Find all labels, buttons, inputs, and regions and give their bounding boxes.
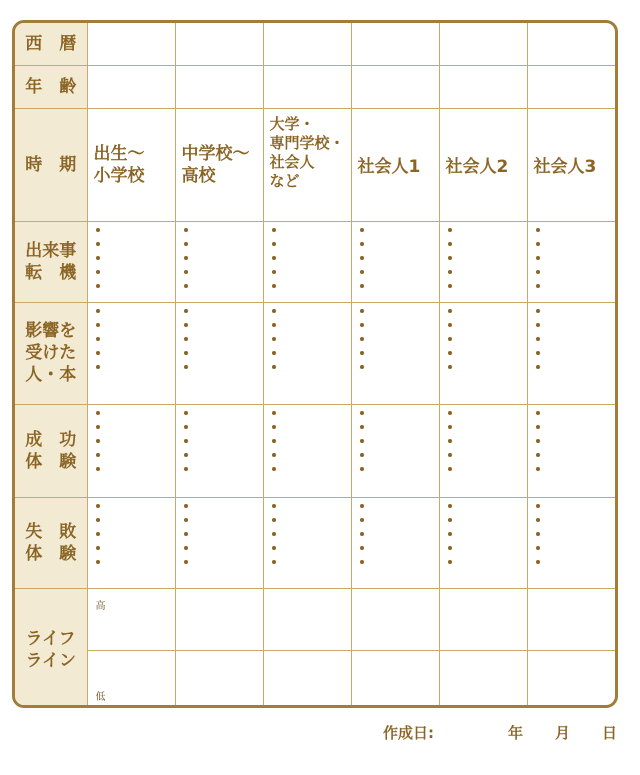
failure-row [15,497,615,588]
bullet-dot [448,337,452,341]
bullet-dot [96,242,100,246]
bullet-dot [536,351,540,355]
bullet-dot [272,270,276,274]
lifeline-cell[interactable] [263,588,351,650]
bullet-dot [536,453,540,457]
lifeline-high-label: 高 [95,600,106,612]
age-header: 年 齢 [15,65,87,108]
lifeline-cell[interactable] [175,650,263,708]
bullet-dot [448,323,452,327]
bullet-dot [536,518,540,522]
year-cell[interactable] [263,23,351,65]
bullet-dot [448,453,452,457]
bullet-dot [272,518,276,522]
bullet-dot [360,256,364,260]
bullet-dot [96,337,100,341]
lifeline-header: ライフ ライン [15,588,87,708]
bullet-dot [536,284,540,288]
period-label: 社会人3 [527,108,615,221]
bullet-dot [360,337,364,341]
bullet-dot [360,242,364,246]
period-label: 社会人2 [439,108,527,221]
period-label: 中学校～ 高校 [175,108,263,221]
year-label: 年 [508,724,524,742]
bullet-dot [184,351,188,355]
age-row [15,65,615,108]
period-label: 大学・ 専門学校・ 社会人 など [263,108,351,221]
bullet-dot [184,425,188,429]
bullet-dot [536,467,540,471]
lifeline-cell[interactable] [351,650,439,708]
entry-cell[interactable] [87,497,175,588]
lifeline-cell[interactable] [439,588,527,650]
entry-cell[interactable] [439,497,527,588]
bullet-dot [272,439,276,443]
bullet-dot [536,270,540,274]
age-cell[interactable] [439,65,527,108]
entry-cell[interactable] [263,497,351,588]
bullet-dot [272,228,276,232]
bullet-dot [360,309,364,313]
bullet-dot [448,242,452,246]
bullet-dot [360,365,364,369]
bullet-dot [360,425,364,429]
age-cell[interactable] [351,65,439,108]
bullet-dot [272,337,276,341]
creation-date-label: 作成日: [383,724,434,742]
bullet-dot [536,337,540,341]
events-header: 出来事 転 機 [15,221,87,302]
bullet-dot [360,323,364,327]
bullet-dot [448,467,452,471]
entry-cell[interactable] [175,497,263,588]
bullet-dot [272,256,276,260]
bullet-dot [184,242,188,246]
year-header: 西 暦 [15,23,87,65]
bullet-dot [448,365,452,369]
entry-cell[interactable] [351,221,439,302]
bullet-dot [272,411,276,415]
period-header: 時 期 [15,108,87,221]
bullet-dot [536,411,540,415]
bullet-dot [184,411,188,415]
lifeline-cell[interactable] [87,588,175,650]
bullet-dot [272,351,276,355]
bullet-dot [272,365,276,369]
bullet-dot [360,504,364,508]
lifeline-cell[interactable] [263,650,351,708]
bullet-dot [272,323,276,327]
bullet-dot [272,242,276,246]
bullet-dot [536,532,540,536]
bullet-dot [96,351,100,355]
bullet-dot [184,365,188,369]
age-cell[interactable] [175,65,263,108]
bullet-dot [360,228,364,232]
entry-cell[interactable] [439,302,527,404]
career-chart-frame [12,20,618,708]
bullet-dot [536,323,540,327]
entry-cell[interactable] [175,404,263,497]
bullet-dot [448,284,452,288]
bullet-dot [360,270,364,274]
day-label: 日 [602,724,618,742]
bullet-dot [536,504,540,508]
lifeline-cell[interactable] [175,588,263,650]
bullet-dot [184,323,188,327]
bullet-dot [448,532,452,536]
bullet-dot [184,504,188,508]
entry-cell[interactable] [439,404,527,497]
year-cell[interactable] [351,23,439,65]
bullet-dot [360,284,364,288]
bullet-dot [360,411,364,415]
bullet-dot [448,270,452,274]
bullet-dot [184,284,188,288]
bullet-dot [96,467,100,471]
lifeline-low-label: 低 [95,692,106,703]
bullet-dot [448,518,452,522]
period-label: 社会人1 [351,108,439,221]
lifeline-row-top [15,588,615,650]
age-cell[interactable] [527,65,615,108]
bullet-dot [360,453,364,457]
entry-cell[interactable] [351,302,439,404]
bullet-dot [184,560,188,564]
creation-date [0,722,640,742]
bullet-dot [184,337,188,341]
bullet-dot [272,425,276,429]
entry-cell[interactable] [527,302,615,404]
success-header: 成 功 体 験 [15,404,87,497]
bullet-dot [360,467,364,471]
bullet-dot [184,309,188,313]
bullet-dot [96,256,100,260]
entry-cell[interactable] [175,221,263,302]
bullet-dot [96,228,100,232]
period-row [15,108,615,221]
bullet-dot [360,532,364,536]
bullet-dot [536,439,540,443]
success-row [15,404,615,497]
lifeline-row-bottom [15,650,615,708]
entry-cell[interactable] [263,302,351,404]
bullet-dot [448,425,452,429]
bullet-dot [184,256,188,260]
bullet-dot [96,439,100,443]
bullet-dot [96,284,100,288]
bullet-dot [96,453,100,457]
bullet-dot [96,411,100,415]
age-cell[interactable] [87,65,175,108]
bullet-dot [272,284,276,288]
bullet-dot [96,323,100,327]
bullet-dot [536,309,540,313]
entry-cell[interactable] [351,404,439,497]
age-cell[interactable] [263,65,351,108]
lifeline-cell[interactable] [527,588,615,650]
bullet-dot [272,453,276,457]
bullet-dot [184,270,188,274]
bullet-dot [448,546,452,550]
entry-cell[interactable] [351,497,439,588]
bullet-dot [272,467,276,471]
bullet-dot [184,228,188,232]
bullet-dot [184,467,188,471]
year-row [15,23,615,65]
bullet-dot [536,425,540,429]
bullet-dot [360,560,364,564]
entry-cell[interactable] [263,404,351,497]
bullet-dot [96,560,100,564]
bullet-dot [184,439,188,443]
bullet-dot [184,453,188,457]
bullet-dot [360,439,364,443]
bullet-dot [184,532,188,536]
bullet-dot [448,351,452,355]
bullet-dot [96,546,100,550]
bullet-dot [96,365,100,369]
entry-cell[interactable] [527,404,615,497]
year-cell[interactable] [439,23,527,65]
bullet-dot [272,532,276,536]
bullet-dot [360,546,364,550]
bullet-dot [184,546,188,550]
bullet-dot [360,351,364,355]
career-chart-table [15,23,615,708]
bullet-dot [536,560,540,564]
bullet-dot [96,504,100,508]
year-cell[interactable] [527,23,615,65]
events-row [15,221,615,302]
entry-cell[interactable] [87,302,175,404]
lifeline-cell[interactable] [439,650,527,708]
bullet-dot [448,411,452,415]
bullet-dot [448,228,452,232]
month-label: 月 [555,724,571,742]
bullet-dot [448,560,452,564]
bullet-dot [536,365,540,369]
failure-header: 失 敗 体 験 [15,497,87,588]
year-cell[interactable] [87,23,175,65]
bullet-dot [96,532,100,536]
lifeline-cell[interactable] [527,650,615,708]
bullet-dot [272,546,276,550]
period-label: 出生～ 小学校 [87,108,175,221]
influence-header: 影響を 受けた 人・本 [15,302,87,404]
entry-cell[interactable] [527,221,615,302]
entry-cell[interactable] [87,404,175,497]
bullet-dot [184,518,188,522]
year-cell[interactable] [175,23,263,65]
lifeline-cell[interactable] [351,588,439,650]
bullet-dot [448,256,452,260]
bullet-dot [96,518,100,522]
bullet-dot [272,560,276,564]
entry-cell[interactable] [439,221,527,302]
bullet-dot [272,309,276,313]
influence-row [15,302,615,404]
bullet-dot [536,546,540,550]
bullet-dot [536,228,540,232]
bullet-dot [272,504,276,508]
bullet-dot [448,309,452,313]
bullet-dot [448,439,452,443]
bullet-dot [96,309,100,313]
bullet-dot [96,425,100,429]
entry-cell[interactable] [87,221,175,302]
bullet-dot [536,256,540,260]
entry-cell[interactable] [175,302,263,404]
lifeline-cell[interactable] [87,650,175,708]
bullet-dot [96,270,100,274]
entry-cell[interactable] [527,497,615,588]
entry-cell[interactable] [263,221,351,302]
bullet-dot [360,518,364,522]
bullet-dot [536,242,540,246]
bullet-dot [448,504,452,508]
